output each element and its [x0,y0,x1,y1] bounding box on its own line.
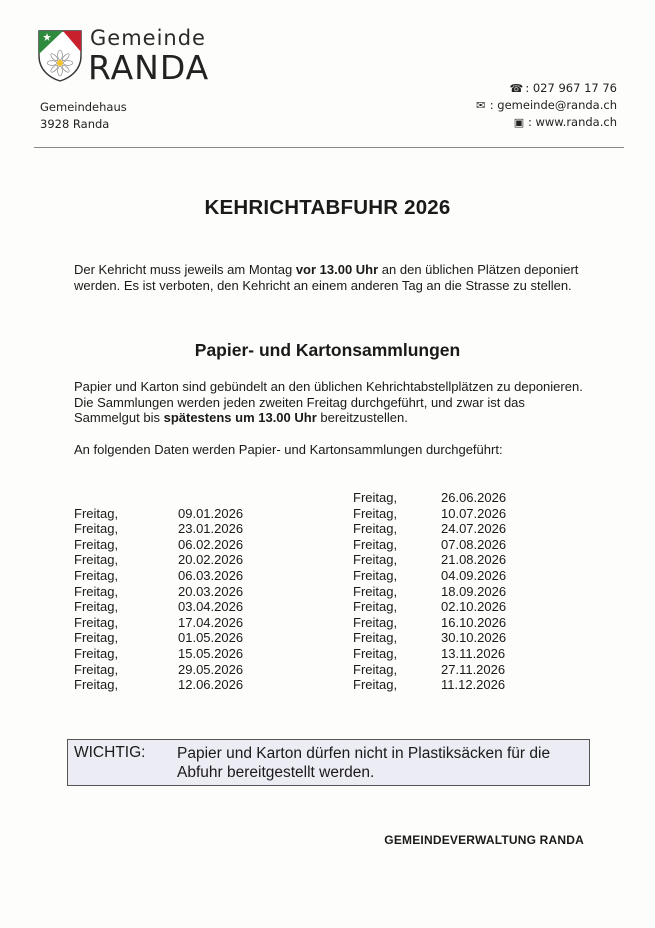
schedule-date: 07.08.2026 [441,536,507,552]
dates-intro: An folgenden Daten werden Papier- und Kartonsammlungen durchgeführt: [74,442,503,457]
email-address[interactable]: : gemeinde@randa.ch [489,98,617,112]
schedule-day: Freitag, [353,614,398,630]
schedule-date: 21.08.2026 [441,552,507,568]
schedule-day: Freitag, [74,552,119,568]
schedule-date: 02.10.2026 [441,599,507,615]
schedule-day: Freitag, [74,521,119,537]
schedule-day: Freitag, [353,521,398,537]
schedule-date: 09.01.2026 [178,505,244,521]
schedule-date: 03.04.2026 [178,599,244,615]
schedule-day: Freitag, [353,645,398,661]
notice-text: Papier und Karton dürfen nicht in Plastiksäcken für die Abfuhr bereitgestellt werden. [177,745,551,781]
schedule-date: 17.04.2026 [178,614,244,630]
schedule-day: Freitag, [74,614,119,630]
schedule-day: Freitag, [74,661,119,677]
schedule-date: 20.03.2026 [178,583,244,599]
schedule-day: Freitag, [353,677,398,693]
collection-text: Papier und Karton sind gebündelt an den üblichen Kehrichtabstellplätzen zu deponieren. Die Sammlungen werden jeden zweiten Freitag durchgeführt, und zwar ist das Sammelgut bis [74,379,583,425]
schedule-date: 23.01.2026 [178,521,244,537]
schedule-date: 01.05.2026 [178,630,244,646]
schedule-day: Freitag, [74,599,119,615]
website-link[interactable]: : www.randa.ch [527,115,617,129]
schedule-day: Freitag, [353,536,398,552]
section-title: Papier- und Kartonsammlungen [194,340,461,360]
collection-text-rest: bereitzustellen. [316,410,408,425]
logo-gemeinde-text: Gemeinde [90,26,206,50]
schedule-date: 29.05.2026 [178,661,244,677]
phone-number: : 027 967 17 76 [525,81,617,95]
schedule-date: 20.02.2026 [178,552,244,568]
phone-icon: ☎ [509,82,524,95]
schedule-day: Freitag, [74,505,119,521]
schedule-date: 10.07.2026 [441,505,507,521]
schedule-day: Freitag, [353,489,398,505]
schedule-date: 18.09.2026 [441,583,507,599]
intro-text: Der Kehricht muss jeweils am Montag [74,262,296,277]
signature: GEMEINDEVERWALTUNG RANDA [384,833,584,847]
schedule-date: 06.02.2026 [178,536,244,552]
intro-deadline: vor 13.00 Uhr [295,262,379,277]
important-notice [67,739,590,786]
schedule-day: Freitag, [74,567,119,583]
schedule-day: Freitag, [353,630,398,646]
page-title: KEHRICHTABFUHR 2026 [204,196,451,219]
logo-randa-text: RANDA [88,48,210,87]
schedule-date: 13.11.2026 [441,645,506,661]
schedule-day: Freitag, [353,505,398,521]
schedule-day: Freitag, [353,583,398,599]
schedule-date: 27.11.2026 [441,661,506,677]
schedule-date: 16.10.2026 [441,614,507,630]
schedule-date: 11.12.2026 [441,677,506,693]
schedule-day: Freitag, [353,567,398,583]
schedule-day: Freitag, [74,630,119,646]
address-line: Gemeindehaus [40,100,127,114]
intro-text-rest: an den üblichen Plätzen deponiert werden. Es ist verboten, den Kehricht an einem anderen Tag an die Strasse zu stellen. [74,262,579,293]
schedule-day: Freitag, [353,661,398,677]
schedule-day: Freitag, [74,536,119,552]
notice-label: WICHTIG: [74,744,146,761]
schedule-day: Freitag, [353,552,398,568]
address-line: 3928 Randa [40,117,110,131]
email-icon: ✉ [476,99,486,112]
schedule-date: 26.06.2026 [441,489,507,505]
web-icon: ▣ [513,116,525,129]
schedule-date: 24.07.2026 [441,521,507,537]
schedule-day: Freitag, [74,645,119,661]
schedule-day: Freitag, [74,583,119,599]
schedule-date: 30.10.2026 [441,630,507,646]
collection-deadline: spätestens um 13.00 Uhr [163,410,317,425]
schedule-date: 06.03.2026 [178,567,244,583]
schedule-day: Freitag, [353,599,398,615]
schedule-date: 15.05.2026 [178,645,244,661]
schedule-date: 12.06.2026 [178,677,244,693]
schedule-date: 04.09.2026 [441,567,507,583]
schedule-day: Freitag, [74,677,119,693]
